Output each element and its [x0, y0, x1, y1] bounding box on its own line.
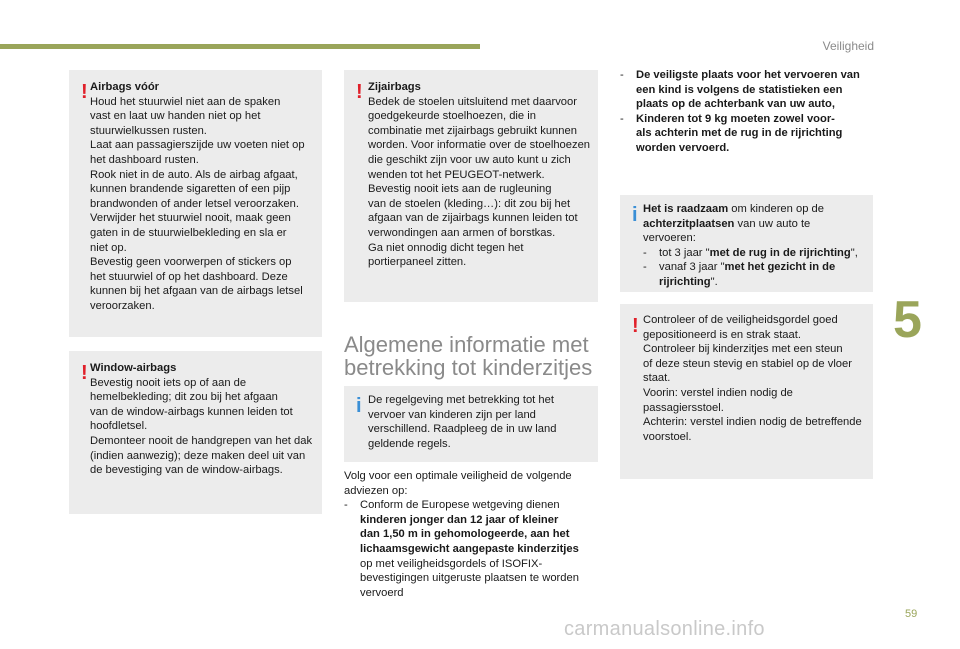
warning-box-front-airbags: [69, 70, 322, 337]
text-line: op met veiligheidsgordels of ISOFIX-: [360, 557, 543, 570]
text-phrase: om kinderen op de: [728, 203, 824, 215]
text-line: Ga niet onnodig dicht tegen het: [368, 241, 524, 254]
text-line: voorstoel.: [643, 430, 692, 443]
text-line: Kinderen tot 9 kg moeten zowel voor-: [636, 112, 835, 125]
box-title: Airbags vóór: [90, 81, 160, 93]
text-line: dan 1,50 m in gehomologeerde, aan het: [360, 528, 570, 541]
text-line: portierpaneel zitten.: [368, 256, 467, 269]
text-line: Conform de Europese wetgeving dienen: [360, 499, 560, 512]
text-phrase: vanaf 3 jaar ": [659, 261, 725, 274]
list-dash: -: [620, 112, 624, 125]
warning-icon: !: [356, 81, 363, 103]
text-line: verschillend. Raadpleeg de in uw land: [368, 423, 557, 436]
text-line: als achterin met de rug in de rijrichting: [636, 127, 843, 140]
bold-phrase: met de rug in de rijrichting: [709, 246, 851, 259]
text-line: De regelgeving met betrekking tot het: [368, 394, 554, 406]
text-line: vervoerd: [360, 586, 404, 599]
text-line: [643, 217, 867, 232]
text-line: Bevestig geen voorwerpen of stickers op: [90, 256, 292, 269]
text-line: adviezen op:: [344, 484, 408, 497]
watermark: carmanualsonline.info: [564, 618, 765, 640]
text-line: gepositioneerd is en strak staat.: [643, 328, 801, 341]
text-line: [643, 202, 867, 217]
bold-phrase: Het is raadzaam: [643, 203, 729, 215]
text-line: de bevestiging van de window-airbags.: [90, 464, 283, 477]
text-line: De veiligste plaats voor het vervoeren van: [636, 69, 860, 81]
list-item: [643, 246, 867, 261]
text-line: worden. Voor informatie over de stoelhoezen: [368, 139, 591, 152]
box-title: Zijairbags: [368, 81, 421, 93]
info-box-seating-advice: [620, 195, 873, 292]
bold-phrase: achterzitplaatsen: [643, 217, 735, 230]
warning-icon: !: [81, 362, 88, 384]
text-line: Controleer bij kinderzitjes met een steun: [643, 343, 843, 356]
text-line: Bevestig nooit iets op of aan de: [90, 376, 247, 389]
text-line: vervoeren:: [643, 232, 696, 245]
text-line: Rook niet in de auto. Als de airbag afgaat,: [90, 168, 298, 181]
heading-line: betrekking tot kinderzitjes: [344, 355, 593, 380]
text-line: kunnen bij het afgaan van de airbags letsel: [90, 285, 303, 298]
chapter-number: 5: [893, 291, 922, 349]
text-phrase: ".: [710, 275, 718, 288]
text-line: hemelbekleding; dit zou bij het afgaan: [90, 391, 278, 404]
text-line: Bedek de stoelen uitsluitend met daarvoor: [368, 95, 577, 108]
section-heading: [344, 333, 604, 379]
header-accent-bar: [0, 44, 480, 49]
info-icon: i: [356, 395, 362, 417]
text-line: staat.: [643, 372, 671, 385]
text-line: Houd het stuurwiel niet aan de spaken: [90, 95, 281, 108]
text-line: verwondingen aan armen of borstkas.: [368, 226, 556, 239]
text-line: Laat aan passagierszijde uw voeten niet op: [90, 139, 305, 152]
heading-line: Algemene informatie met: [344, 332, 589, 357]
warning-box-side-airbags: [344, 70, 598, 302]
text-line: lichaamsgewicht aangepaste kinderzitjes: [360, 542, 579, 555]
text-line: bevestigingen uitgeruste plaatsen te worden: [360, 572, 579, 585]
box-title: Window-airbags: [90, 362, 177, 374]
text-line: brandwonden of ander letsel veroorzaken.: [90, 197, 299, 210]
text-line: niet op.: [90, 241, 127, 254]
text-line: goedgekeurde stoelhoezen, die in: [368, 110, 536, 123]
text-line: Controleer of de veiligheidsgordel goed: [643, 314, 838, 326]
text-line: van de stoelen (kleding…): dit zou bij het: [368, 197, 571, 210]
warning-box-seatbelt: [620, 304, 873, 479]
advice-text: [344, 469, 604, 600]
text-line: kunnen brandende sigaretten of een pijp: [90, 183, 291, 196]
info-icon: i: [632, 204, 638, 226]
warning-icon: !: [81, 81, 88, 103]
text-line: Achterin: verstel indien nodig de betreffende: [643, 416, 862, 429]
warning-box-window-airbags: [69, 351, 322, 514]
list-dash: -: [344, 499, 348, 512]
text-line: stuurwielkussen rusten.: [90, 124, 207, 137]
text-line: een kind is volgens de statistieken een: [636, 83, 843, 96]
text-phrase: van uw auto te: [734, 217, 811, 230]
list-dash: -: [643, 246, 647, 259]
list-item: [643, 260, 867, 289]
text-line: Volg voor een optimale veiligheid de volgende: [344, 470, 572, 482]
text-line: Demonteer nooit de handgrepen van het dak: [90, 434, 313, 447]
text-line: het stuurwiel of op het dashboard. Deze: [90, 270, 288, 283]
text-line: wenden tot het PEUGEOT-netwerk.: [368, 168, 545, 181]
text-line: of deze steun stevig en stabiel op de vloer: [643, 357, 852, 370]
text-line: (indien aanwezig); deze maken deel uit van: [90, 449, 306, 462]
list-dash: -: [620, 69, 624, 81]
text-line: die geschikt zijn voor uw auto kunt u zich: [368, 153, 571, 166]
text-phrase: ",: [850, 246, 858, 259]
advice-text-continued: [620, 68, 875, 156]
text-line: Voorin: verstel indien nodig de: [643, 386, 793, 399]
bold-phrase: rijrichting: [659, 275, 711, 288]
text-line: hoofdletsel.: [90, 420, 148, 433]
text-line: gaten in de stuurwielbekleding en sla er: [90, 226, 287, 239]
list-item: [620, 112, 875, 156]
text-line: van de window-airbags kunnen leiden tot: [90, 405, 293, 418]
page-number: 59: [905, 608, 918, 620]
text-line: vast en laat uw handen niet op het: [90, 110, 261, 123]
text-line: worden vervoerd.: [636, 141, 730, 154]
text-line: geldende regels.: [368, 437, 451, 450]
text-line: vervoer van kinderen zijn per land: [368, 408, 536, 421]
text-phrase: tot 3 jaar ": [659, 246, 710, 259]
text-line: passagiersstoel.: [643, 401, 724, 414]
text-line: veroorzaken.: [90, 299, 155, 312]
info-box-regulations: [344, 386, 598, 462]
list-item: [344, 498, 604, 600]
text-line: Bevestig nooit iets aan de rugleuning: [368, 183, 552, 196]
text-line: Verwijder het stuurwiel nooit, maak geen: [90, 212, 291, 225]
text-line: combinatie met zijairbags gebruikt kunnen: [368, 124, 577, 137]
text-line: het dashboard rusten.: [90, 153, 199, 166]
text-line: afgaan van de zijairbags kunnen leiden tot: [368, 212, 578, 225]
list-dash: -: [643, 261, 647, 274]
text-line: plaats op de achterbank van uw auto,: [636, 98, 835, 111]
warning-icon: !: [632, 315, 639, 337]
list-item: [620, 68, 875, 112]
text-line: kinderen jonger dan 12 jaar of kleiner: [360, 513, 559, 526]
bold-phrase: met het gezicht in de: [724, 261, 836, 274]
section-title: Veiligheid: [822, 39, 874, 53]
